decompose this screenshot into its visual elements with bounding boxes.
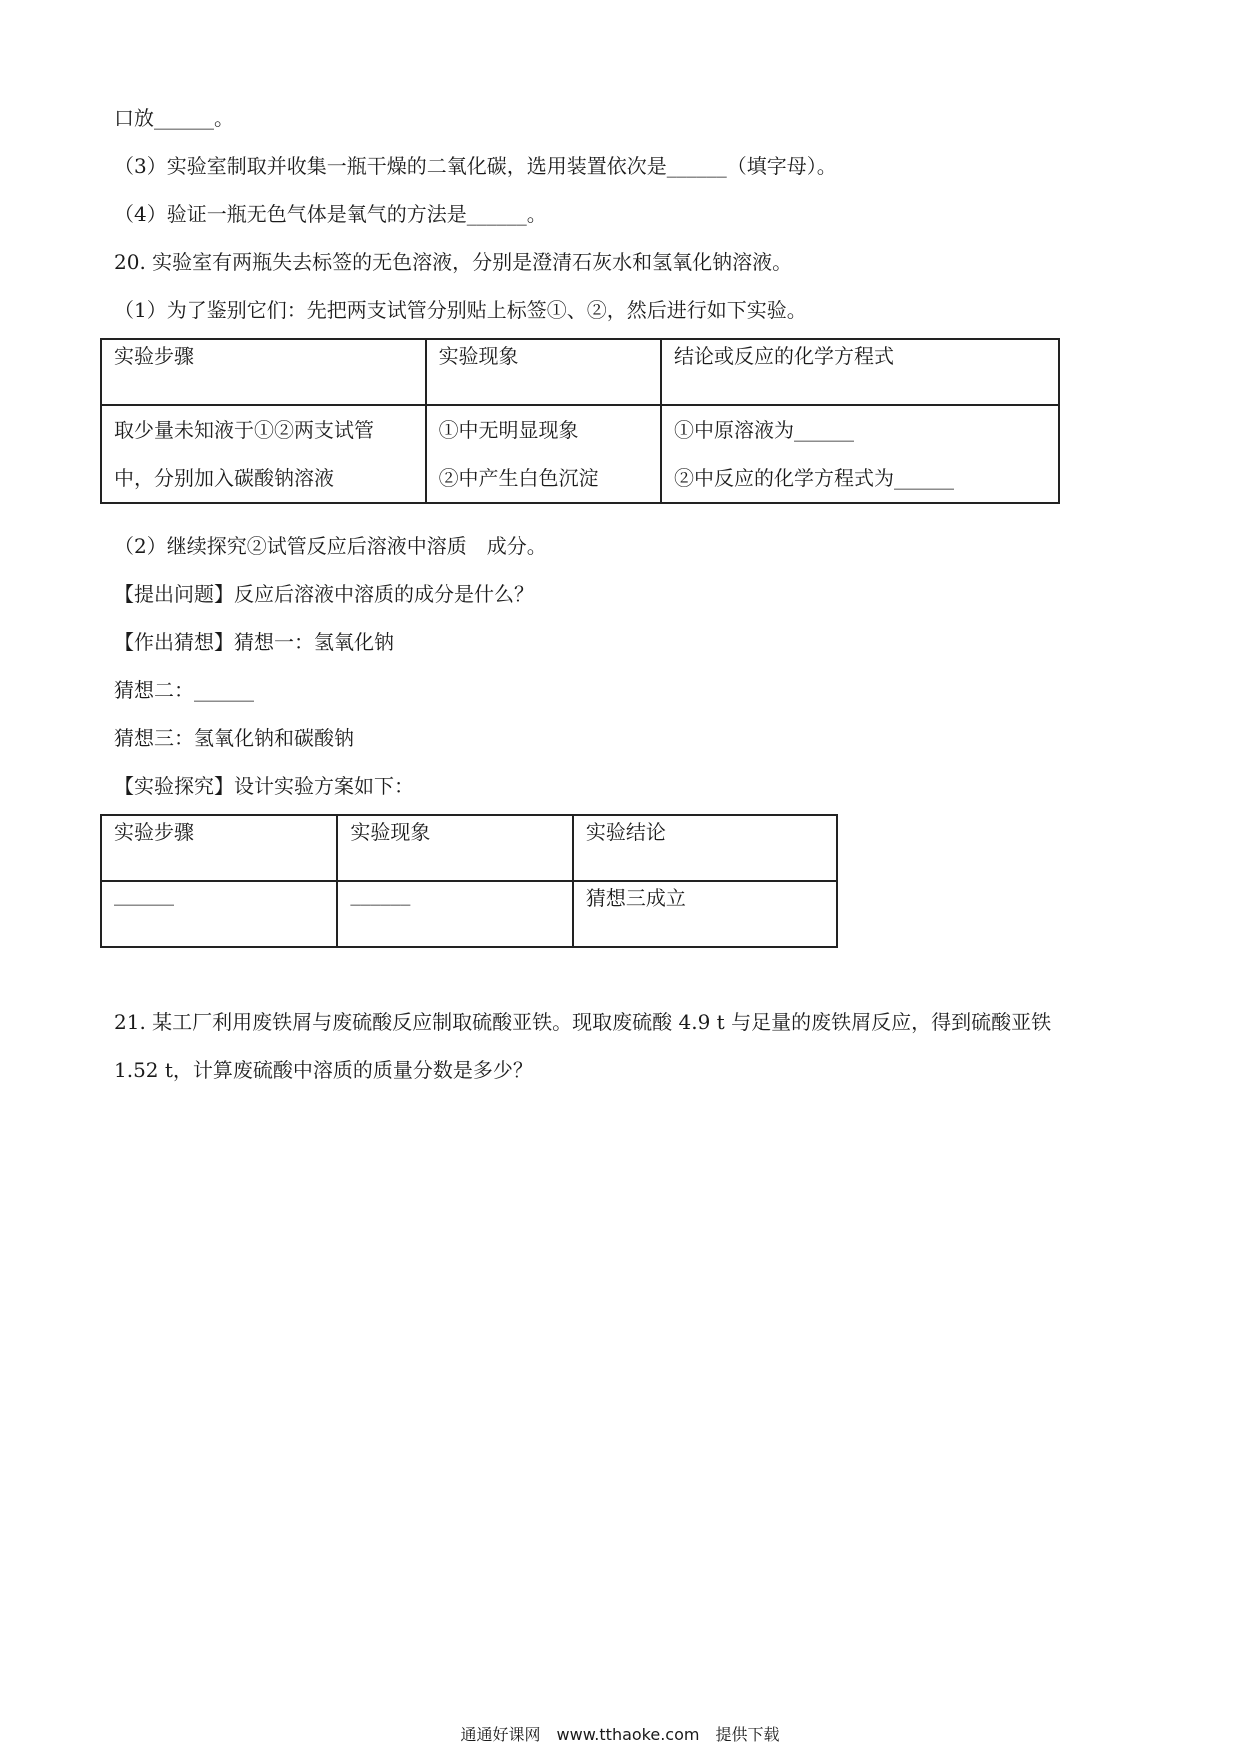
experiment-table-1 bbox=[100, 338, 1060, 504]
cell-line: ①中无明显现象 bbox=[438, 418, 579, 442]
question-20: 20. 实验室有两瓶失去标签的无色溶液，分别是澄清石灰水和氢氧化钠溶液。 bbox=[114, 250, 793, 274]
hypothesis-2: 猜想二：______ bbox=[114, 678, 254, 702]
section-hypothesis: 【作出猜想】猜想一：氢氧化钠 bbox=[114, 630, 394, 654]
section-experiment: 【实验探究】设计实验方案如下： bbox=[114, 774, 414, 798]
table-header: 实验现象 bbox=[426, 339, 661, 405]
table-cell: ______ bbox=[101, 881, 337, 947]
cell-line: ②中产生白色沉淀 bbox=[438, 466, 599, 490]
question-20-part-1: （1）为了鉴别它们：先把两支试管分别贴上标签①、②，然后进行如下实验。 bbox=[114, 298, 807, 322]
question-21: 21. 某工厂利用废铁屑与废硫酸反应制取硫酸亚铁。现取废硫酸 4.9 t 与足量的废铁屑反应，得到硫酸亚铁 bbox=[114, 1010, 1052, 1034]
section-ask-question: 【提出问题】反应后溶液中溶质的成分是什么？ bbox=[114, 582, 534, 606]
table-header: 实验步骤 bbox=[101, 339, 426, 405]
cell-line: 中，分别加入碳酸钠溶液 bbox=[114, 466, 334, 490]
table-cell: 猜想三成立 bbox=[573, 881, 837, 947]
table-cell bbox=[661, 405, 1059, 503]
cell-line: ①中原溶液为______ bbox=[674, 418, 854, 442]
cell-line: 取少量未知液于①②两支试管 bbox=[114, 418, 374, 442]
cell-line: ②中反应的化学方程式为______ bbox=[674, 466, 954, 490]
table-header: 实验结论 bbox=[573, 815, 837, 881]
text-line: 口放______。 bbox=[114, 106, 234, 130]
table-cell bbox=[426, 405, 661, 503]
table-cell: ______ bbox=[337, 881, 572, 947]
hypothesis-3: 猜想三：氢氧化钠和碳酸钠 bbox=[114, 726, 354, 750]
table-header: 实验步骤 bbox=[101, 815, 337, 881]
question-4: （4）验证一瓶无色气体是氧气的方法是______。 bbox=[114, 202, 547, 226]
table-cell bbox=[101, 405, 426, 503]
question-20-part-2: （2）继续探究②试管反应后溶液中溶质 成分。 bbox=[114, 534, 547, 558]
page-footer: 通通好课网 www.tthaoke.com 提供下载 bbox=[460, 1725, 780, 1744]
table-header: 结论或反应的化学方程式 bbox=[661, 339, 1059, 405]
experiment-table-2 bbox=[100, 814, 838, 948]
question-3: （3）实验室制取并收集一瓶干燥的二氧化碳，选用装置依次是______（填字母）。 bbox=[114, 154, 837, 178]
question-21-continued: 1.52 t，计算废硫酸中溶质的质量分数是多少？ bbox=[114, 1058, 533, 1082]
table-header: 实验现象 bbox=[337, 815, 572, 881]
